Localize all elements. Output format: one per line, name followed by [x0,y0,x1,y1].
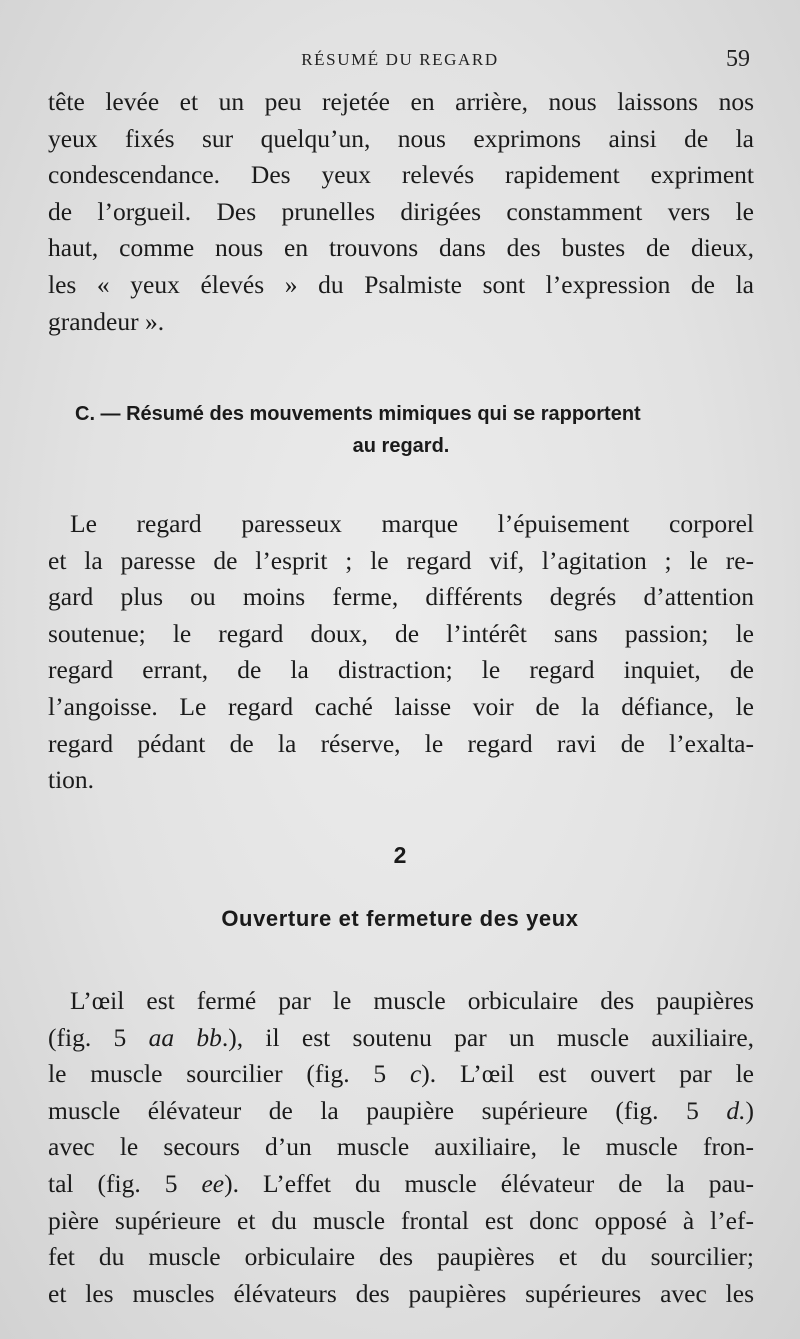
text-line: tête levée et un peu rejetée en arrière, nous laissons nos [48,87,754,116]
text-line: gard plus ou moins ferme, différents degrés d’attention [48,582,754,612]
text-line [48,1056,754,1093]
text-line: grandeur ». [48,306,165,336]
text-line: et la paresse de l’esprit ; le regard vif, l’agitation ; le re- [48,545,754,575]
page-number: 59 [726,46,750,72]
text-line: soutenue; le regard doux, de l’intérêt sans passion; le [48,618,754,648]
text-line: pière supérieure et du muscle frontal est donc opposé à l’ef- [48,1205,754,1235]
figure-reference: aa bb [148,1022,222,1052]
paragraph-summary [48,506,754,799]
text-run: .), il est soutenu par un muscle auxiliaire, [221,1022,755,1052]
paragraph-continuation [48,84,754,340]
chapter-title: Ouverture et fermeture des yeux [221,906,579,931]
text-line: yeux fixés sur quelqu’un, nous exprimons ainsi de la [48,123,754,153]
chapter-number: 2 [393,842,407,868]
text-line: L’œil est fermé par le muscle orbiculaire des paupières [70,986,754,1015]
text-line: les « yeux élevés » du Psalmiste sont l’expression de la [48,269,754,299]
text-line: et les muscles élévateurs des paupières supérieures avec les [48,1278,754,1308]
text-run: ). L’effet du muscle élévateur de la pau- [224,1168,755,1198]
text-line: fet du muscle orbiculaire des paupières et du sourcilier; [48,1242,754,1272]
text-run: tal (fig. 5 [48,1168,202,1198]
text-line: regard errant, de la distraction; le regard inquiet, de [48,655,754,685]
text-line: de l’orgueil. Des prunelles dirigées constamment vers le [48,196,754,226]
text-run: muscle élévateur de la paupière supérieure (fig. 5 [48,1095,727,1125]
figure-reference: ee [201,1168,225,1198]
text-run: ) [745,1095,754,1125]
text-line: haut, comme nous en trouvons dans des bustes de dieux, [48,233,754,263]
text-line [48,1093,754,1130]
text-line: Le regard paresseux marque l’épuisement corporel [70,509,754,538]
running-title: RÉSUMÉ DU REGARD [301,50,499,69]
text-run: ). L’œil est ouvert par le [421,1059,754,1089]
section-heading-line: C. — Résumé des mouvements mimiques qui se rapportent [75,403,641,425]
text-run: (fig. 5 [48,1022,149,1052]
section-heading [48,398,754,462]
text-line: avec le secours d’un muscle auxiliaire, le muscle fron- [48,1132,754,1162]
text-line [48,1020,754,1057]
text-line: tion. [48,765,95,795]
text-run: le muscle sourcilier (fig. 5 [48,1059,410,1089]
paragraph-eyes [48,983,754,1312]
running-header [0,46,800,76]
section-heading-line: au regard. [352,435,450,457]
figure-reference: c [409,1059,422,1089]
figure-reference: d. [726,1095,746,1125]
text-line: condescendance. Des yeux relevés rapidement expriment [48,160,754,190]
text-line: l’angoisse. Le regard caché laisse voir de la défiance, le [48,691,754,721]
text-line: regard pédant de la réserve, le regard ravi de l’exalta- [48,728,754,758]
text-line [48,1166,754,1203]
